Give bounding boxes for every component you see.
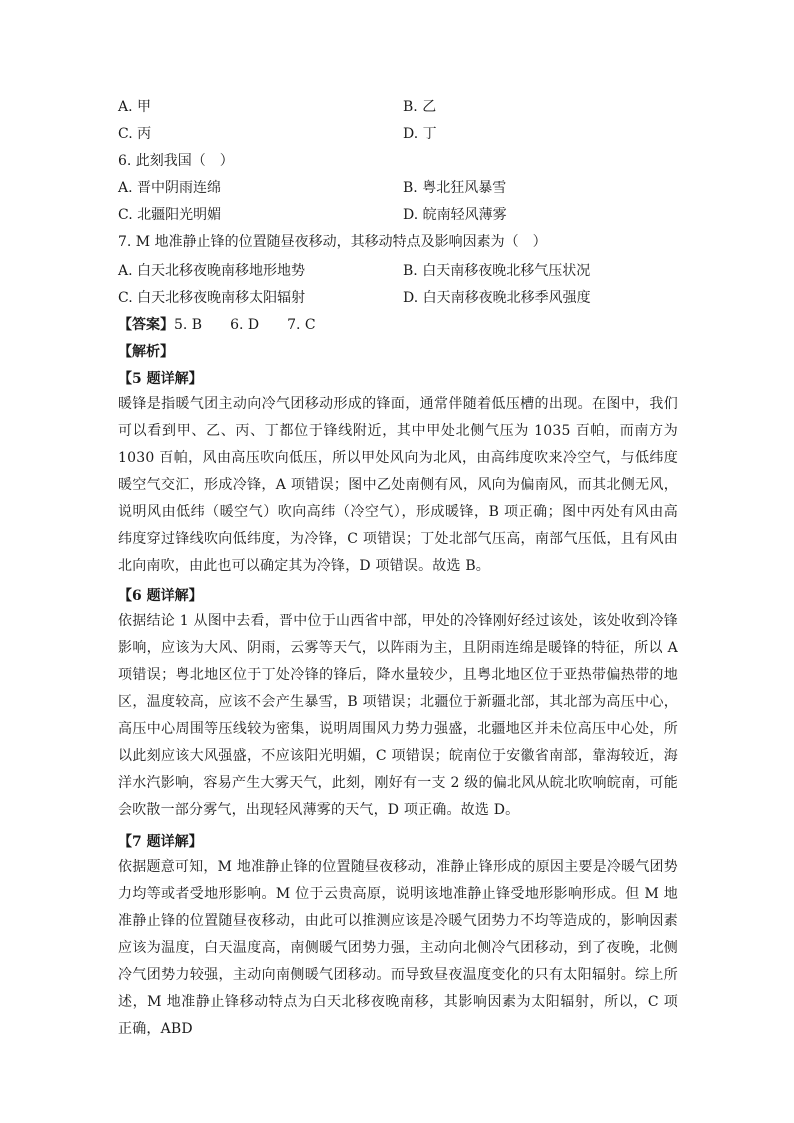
analysis-label: 【解析】 [118, 344, 174, 360]
q7-detail-text: 依据题意可知，M 地准静止锋的位置随昼夜移动，准静止锋形成的原因主要是冷暖气团势力均等或者受地形影响。M 位于云贵高原，说明该地准静止锋受地形影响形成。但 M 地准静止锋的位置随昼夜移动，由此可以推测应该是冷暖气团势力不均等造成的，影响因素应该为温度，白天温度高，南侧暖气团势力强，主动向北侧冷气团移动，到了夜晚，北侧冷气团势力较强，主动向南侧暖气团移动。而导致昼夜温度变化的只有太阳辐射。综上所述，M 地准静止锋移动特点为白天北移夜晚南移，其影响因素为太阳辐射，所以，C 项正确，ABD [118, 859, 678, 1037]
q7-options-row-2 [118, 287, 718, 309]
option-c: C. 丙 [118, 126, 152, 142]
q6-detail-label: 【6 题详解】 [118, 588, 203, 604]
q6-option-b: B. 粤北狂风暴雪 [403, 180, 507, 196]
q7-option-d: D. 白天南移夜晚北移季风强度 [403, 290, 591, 306]
q5-detail-label: 【5 题详解】 [118, 371, 203, 387]
q7-option-c: C. 白天北移夜晚南移太阳辐射 [118, 290, 306, 306]
q6-options-row-2 [118, 204, 718, 226]
option-b: B. 乙 [403, 99, 437, 115]
q7-options-row-1 [118, 260, 718, 282]
q6-option-a: A. 晋中阴雨连绵 [118, 180, 222, 196]
q7-option-a: A. 白天北移夜晚南移地形地势 [118, 263, 306, 279]
q7-stem: 7. M 地准静止锋的位置随昼夜移动，其移动特点及影响因素为（ ） [118, 234, 547, 250]
q6-option-d: D. 皖南轻风薄雾 [403, 207, 507, 223]
option-a: A. 甲 [118, 99, 152, 115]
option-d: D. 丁 [403, 126, 437, 142]
q6-option-c: C. 北疆阳光明媚 [118, 207, 222, 223]
answer-line [118, 314, 316, 334]
q7-detail-label: 【7 题详解】 [118, 834, 203, 850]
answer-text: 5. B 6. D 7. C [174, 317, 316, 333]
q6-stem: 6. 此刻我国（ ） [118, 153, 234, 169]
q6-options-row-1 [118, 177, 718, 199]
q4-options-row-2 [118, 123, 718, 145]
q4-options-row-1 [118, 96, 718, 118]
q6-detail-text: 依据结论 1 从图中去看，晋中位于山西省中部，甲处的冷锋刚好经过该处，该处收到冷锋影响，应该为大风、阴雨，云雾等天气，以阵雨为主，且阴雨连绵是暖锋的特征，所以 A 项错误；粤北地区位于丁处冷锋的锋后，降水量较少，且粤北地区位于亚热带偏热带的地区，温度较高，应该不会产生暴雪，B 项错误；北疆位于新疆北部，其北部为高压中心，高压中心周围等压线较为密集，说明周围风力势力强盛，北疆地区并未位高压中心处，所以此刻应该大风强盛，不应该阳光明媚，C 项错误；皖南位于安徽省南部，靠海较近，海洋水汽影响，容易产生大雾天气，此刻，刚好有一支 2 级的偏北风从皖北吹响皖南，可能会吹散一部分雾气，出现轻风薄雾的天气，D 项正确。故选 D。 [118, 613, 678, 818]
q5-detail-text: 暖锋是指暖气团主动向冷气团移动形成的锋面，通常伴随着低压槽的出现。在图中，我们可以看到甲、乙、丙、丁都位于锋线附近，其中甲处北侧气压为 1035 百帕，而南方为 1030 百帕，风由高压吹向低压，所以甲处风向为北风，由高纬度吹来冷空气，与低纬度暖空气交汇，形成冷锋，A 项错误；图中乙处南侧有风，风向为偏南风，而其北侧无风，说明风由低纬（暖空气）吹向高纬（冷空气），形成暖锋，B 项正确；图中丙处有风由高纬度穿过锋线吹向低纬度，为冷锋，C 项错误；丁处北部气压高，南部气压低，且有风由北向南吹，由此也可以确定其为冷锋，D 项错误。故选 B。 [118, 396, 678, 574]
answer-label: 【答案】 [118, 317, 174, 333]
q7-option-b: B. 白天南移夜晚北移气压状况 [403, 263, 591, 279]
